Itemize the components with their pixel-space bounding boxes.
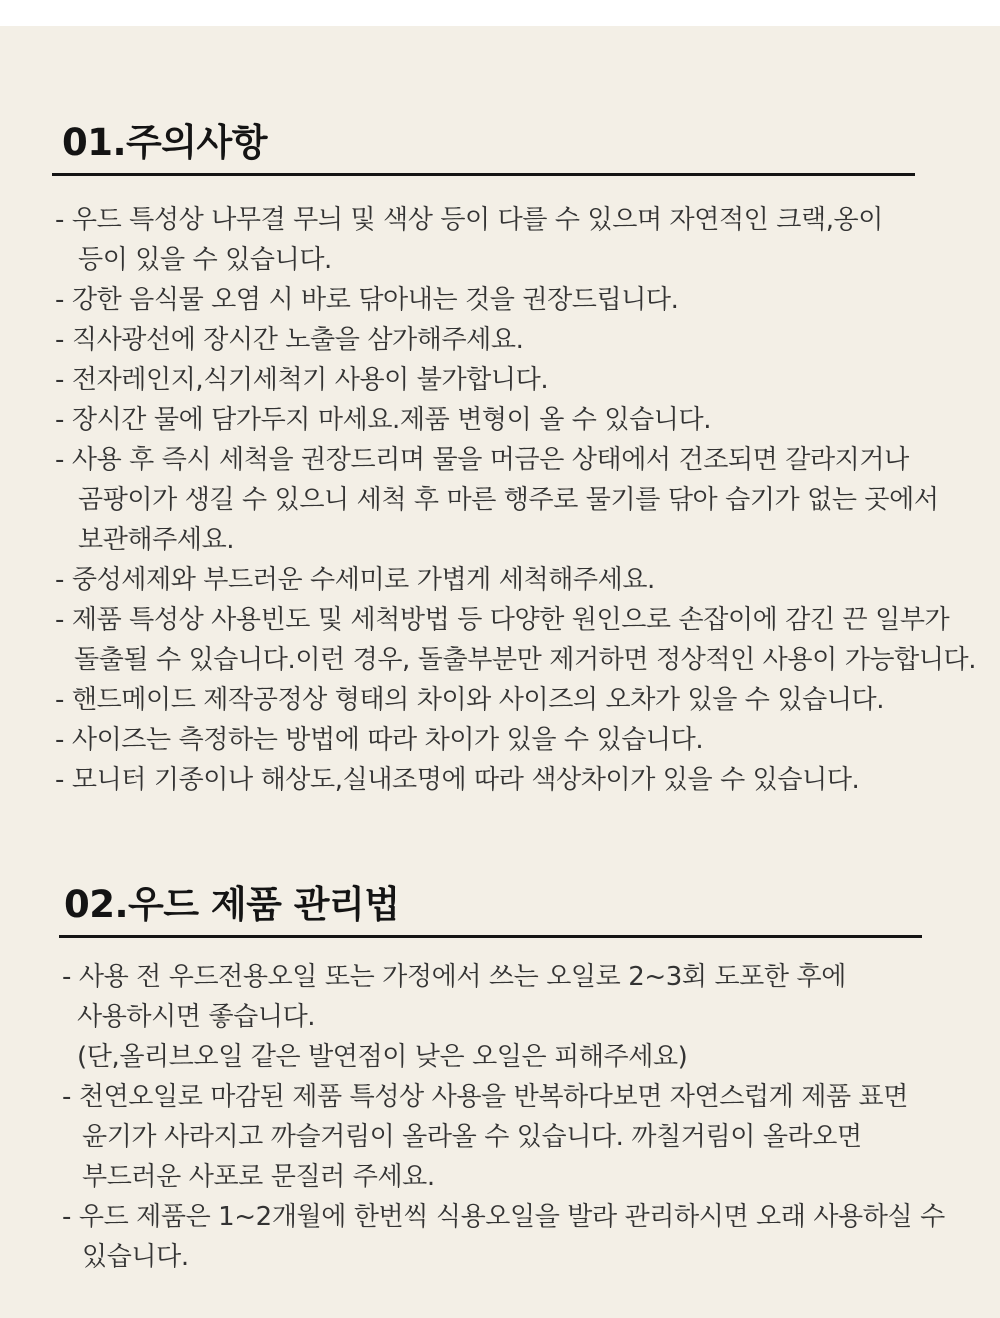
list-item: - 우드 제품은 1~2개월에 한번씩 식용오일을 발라 관리하시면 오래 사용하실 수 bbox=[62, 1202, 945, 1232]
list-item-continued: 돌출될 수 있습니다.이런 경우, 돌출부분만 제거하면 정상적인 사용이 가능합니다. bbox=[74, 645, 977, 675]
list-item: - 강한 음식물 오염 시 바로 닦아내는 것을 권장드립니다. bbox=[55, 285, 679, 315]
list-item: - 장시간 물에 담가두지 마세요.제품 변형이 올 수 있습니다. bbox=[55, 405, 712, 435]
list-item: - 사이즈는 측정하는 방법에 따라 차이가 있을 수 있습니다. bbox=[55, 725, 704, 755]
list-item-continued: 윤기가 사라지고 까슬거림이 올라올 수 있습니다. 까칠거림이 올라오면 bbox=[82, 1122, 862, 1152]
section-title-wood-care: 02.우드 제품 관리법 bbox=[64, 883, 400, 926]
list-item: - 모니터 기종이나 해상도,실내조명에 따라 색상차이가 있을 수 있습니다. bbox=[55, 765, 860, 795]
list-item: - 천연오일로 마감된 제품 특성상 사용을 반복하다보면 자연스럽게 제품 표면 bbox=[62, 1082, 908, 1112]
list-item-continued: 곰팡이가 생길 수 있으니 세척 후 마른 행주로 물기를 닦아 습기가 없는 곳에서 bbox=[78, 485, 939, 515]
list-item: - 전자레인지,식기세척기 사용이 불가합니다. bbox=[55, 365, 549, 395]
list-item-continued: 부드러운 사포로 문질러 주세요. bbox=[82, 1162, 435, 1192]
wood-care-list bbox=[62, 957, 987, 1277]
list-item-continued: 등이 있을 수 있습니다. bbox=[78, 245, 332, 275]
section-divider bbox=[59, 935, 922, 938]
section-title-precautions: 01.주의사항 bbox=[62, 121, 268, 164]
list-item: - 중성세제와 부드러운 수세미로 가볍게 세척해주세요. bbox=[55, 565, 655, 595]
list-item: - 우드 특성상 나무결 무늬 및 색상 등이 다를 수 있으며 자연적인 크랙,옹이 bbox=[55, 205, 883, 235]
list-item-continued: (단,올리브오일 같은 발연점이 낮은 오일은 피해주세요) bbox=[77, 1042, 688, 1072]
list-item: - 제품 특성상 사용빈도 및 세척방법 등 다양한 원인으로 손잡이에 감긴 끈 일부가 bbox=[55, 605, 950, 635]
list-item: - 사용 전 우드전용오일 또는 가정에서 쓰는 오일로 2~3회 도포한 후에 bbox=[62, 962, 846, 992]
list-item-continued: 보관해주세요. bbox=[78, 525, 235, 555]
precautions-list bbox=[55, 200, 985, 800]
section-divider bbox=[52, 173, 915, 176]
list-item: - 핸드메이드 제작공정상 형태의 차이와 사이즈의 오차가 있을 수 있습니다. bbox=[55, 685, 885, 715]
list-item: - 사용 후 즉시 세척을 권장드리며 물을 머금은 상태에서 건조되면 갈라지거나 bbox=[55, 445, 909, 475]
list-item-continued: 사용하시면 좋습니다. bbox=[77, 1002, 316, 1032]
list-item: - 직사광선에 장시간 노출을 삼가해주세요. bbox=[55, 325, 524, 355]
list-item-continued: 있습니다. bbox=[82, 1242, 189, 1272]
